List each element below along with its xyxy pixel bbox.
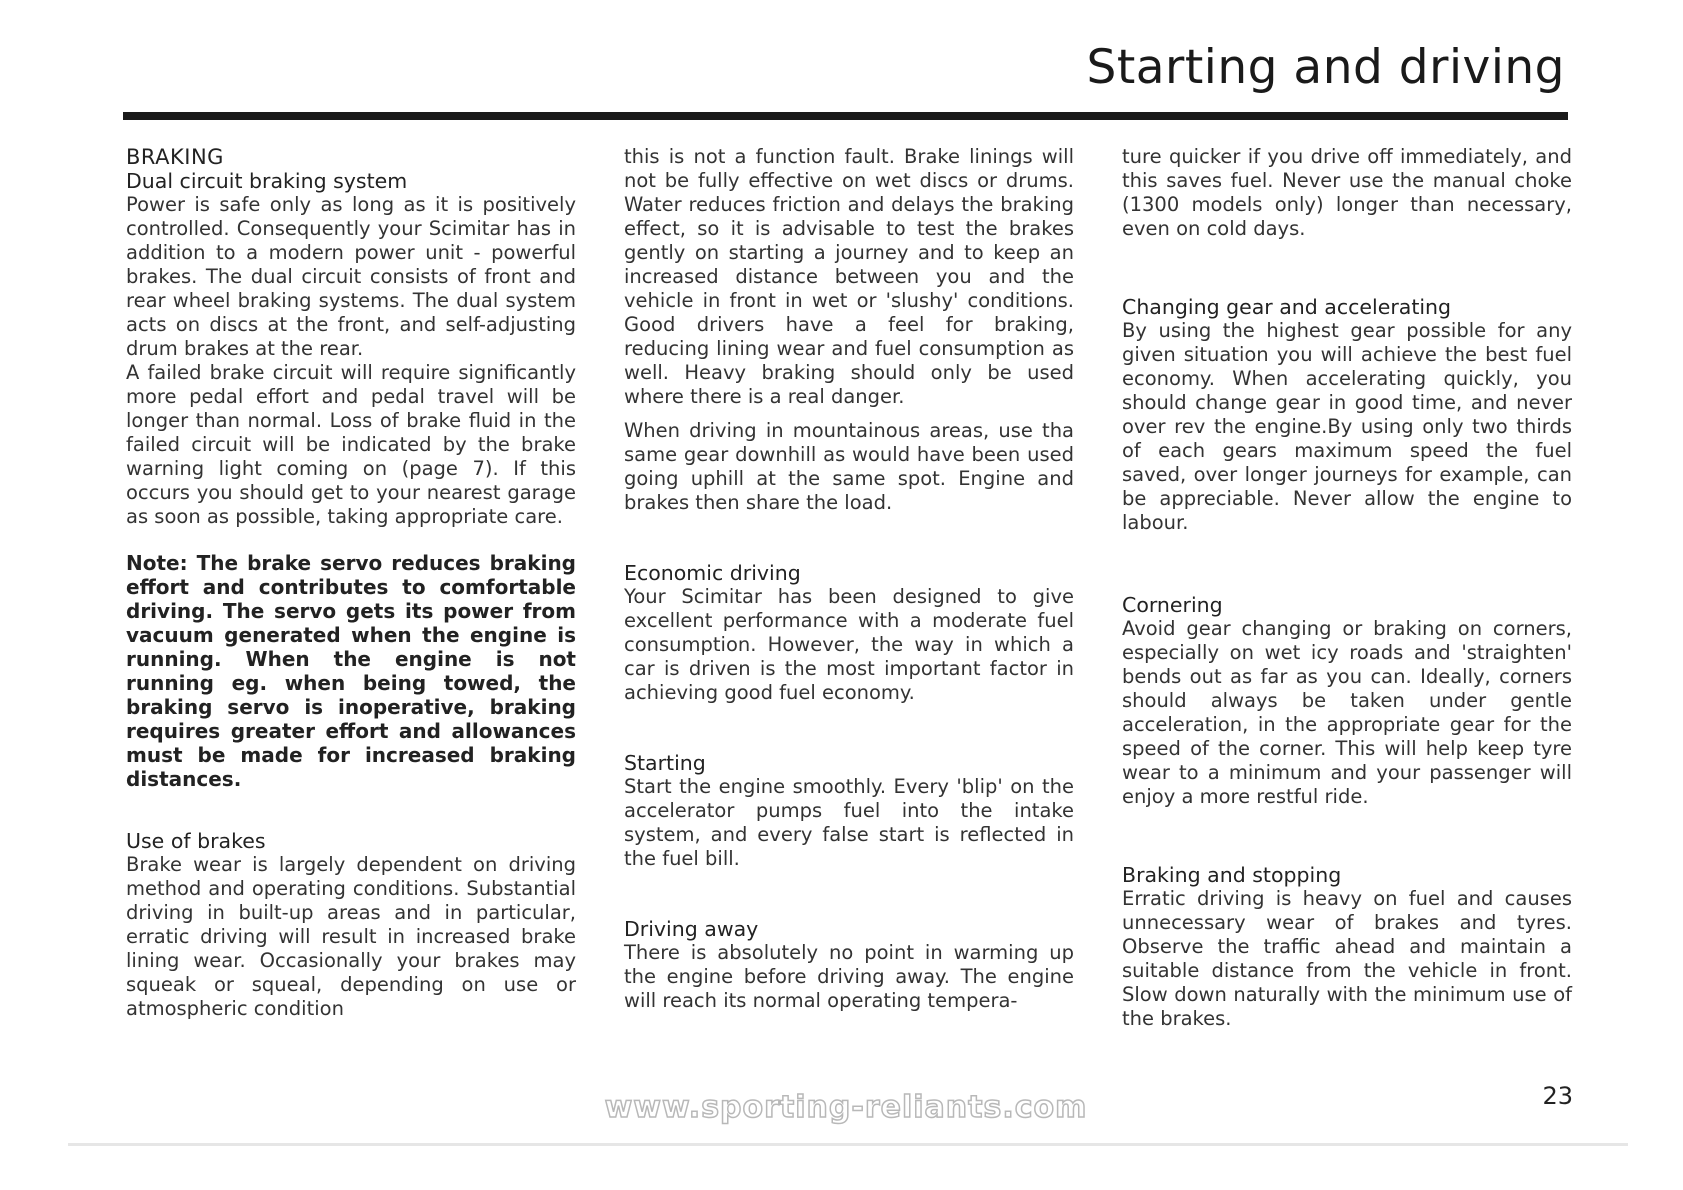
heading-dual-circuit: Dual circuit braking system bbox=[126, 169, 408, 193]
header-rule bbox=[123, 112, 1568, 120]
column-3 bbox=[1122, 145, 1572, 1031]
paragraph-mountain-driving: When driving in mountainous areas, use tha same gear downhill as would have been used going uphill at the same spot. Engine and brakes then share the load. bbox=[624, 419, 1074, 514]
heading-changing-gear: Changing gear and accelerating bbox=[1122, 295, 1452, 319]
paragraph-dual-circuit: Power is safe only as long as it is positively controlled. Consequently your Scimitar has in addition to a modern power unit - powerful brakes. The dual circuit consists of front and rear wheel braking systems. The dual system acts on discs at the front, and self-adjusting drum brakes at the rear. bbox=[126, 193, 576, 360]
page-title: Starting and driving bbox=[1086, 40, 1565, 95]
heading-driving-away: Driving away bbox=[624, 917, 759, 941]
paragraph-failed-circuit: A failed brake circuit will require significantly more pedal effort and pedal travel will be longer than normal. Loss of brake fluid in the failed circuit will be indicated by the brake warning light coming on (page 7). If this occurs you should get to your nearest garage as soon as possible, taking appropriate care. bbox=[126, 361, 576, 528]
watermark: www.sporting-reliants.com bbox=[604, 1090, 1088, 1125]
paragraph-starting: Start the engine smoothly. Every 'blip' on the accelerator pumps fuel into the intake system, and every false start is reflected in the fuel bill. bbox=[624, 775, 1074, 870]
paragraph-changing-gear: By using the highest gear possible for any given situation you will achieve the best fuel economy. When accelerating quickly, you should change gear in good time, and never over rev the engine.By using only two thirds of each gears maximum speed the fuel saved, over longer journeys for example, can be appreciable. Never allow the engine to labour. bbox=[1122, 319, 1572, 534]
column-2 bbox=[624, 145, 1074, 1013]
section-heading-braking: BRAKING bbox=[126, 145, 224, 169]
paragraph-economic-driving: Your Scimitar has been designed to give excellent performance with a moderate fuel consumption. However, the way in which a car is driven is the most important factor in achieving good fuel economy. bbox=[624, 585, 1074, 704]
paragraph-braking-stopping: Erratic driving is heavy on fuel and causes unnecessary wear of brakes and tyres. Observe the traffic ahead and maintain a suitable distance from the vehicle in front. Slow down naturally with the minimum use of the brakes. bbox=[1122, 887, 1572, 1030]
page-bottom-edge bbox=[68, 1143, 1628, 1146]
heading-starting: Starting bbox=[624, 751, 706, 775]
paragraph-driving-away: There is absolutely no point in warming up the engine before driving away. The engine will reach its normal operating tempera- bbox=[624, 941, 1074, 1012]
paragraph-cornering: Avoid gear changing or braking on corners, especially on wet icy roads and 'straighten' bends out as far as you can. Ideally, corners should always be taken under gentle acceleration, in the appropriate gear for the speed of the corner. This will help keep tyre wear to a minimum and your passenger will enjoy a more restful ride. bbox=[1122, 617, 1572, 808]
paragraph-use-of-brakes: Brake wear is largely dependent on driving method and operating conditions. Substantial driving in built-up areas and in particular, erratic driving will result in increased brake lining wear. Occasionally your brakes may squeak or squeal, depending on use or atmospheric condition bbox=[126, 853, 576, 1020]
paragraph-brake-linings: this is not a function fault. Brake linings will not be fully effective on wet discs or drums. Water reduces friction and delays the braking effect, so it is advisable to test the brakes gently on starting a journey and to keep an increased distance between you and the vehicle in front in wet or 'slushy' conditions. Good drivers have a feel for braking, reducing lining wear and fuel consumption as well. Heavy braking should only be used where there is a real danger. bbox=[624, 145, 1074, 408]
heading-economic-driving: Economic driving bbox=[624, 561, 801, 585]
heading-cornering: Cornering bbox=[1122, 593, 1223, 617]
heading-use-of-brakes: Use of brakes bbox=[126, 829, 266, 853]
column-1 bbox=[126, 145, 576, 1021]
heading-braking-stopping: Braking and stopping bbox=[1122, 863, 1342, 887]
note-brake-servo: Note: The brake servo reduces braking effort and contributes to comfortable driving. The servo gets its power from vacuum generated when the engine is running. When the engine is not running eg. when being towed, the braking servo is inoperative, braking requires greater effort and allowances must be made for increased braking distances. bbox=[126, 551, 576, 791]
paragraph-choke: ture quicker if you drive off immediately, and this saves fuel. Never use the manual choke (1300 models only) longer than necessary, even on cold days. bbox=[1122, 145, 1572, 240]
page-number: 23 bbox=[1542, 1082, 1573, 1110]
